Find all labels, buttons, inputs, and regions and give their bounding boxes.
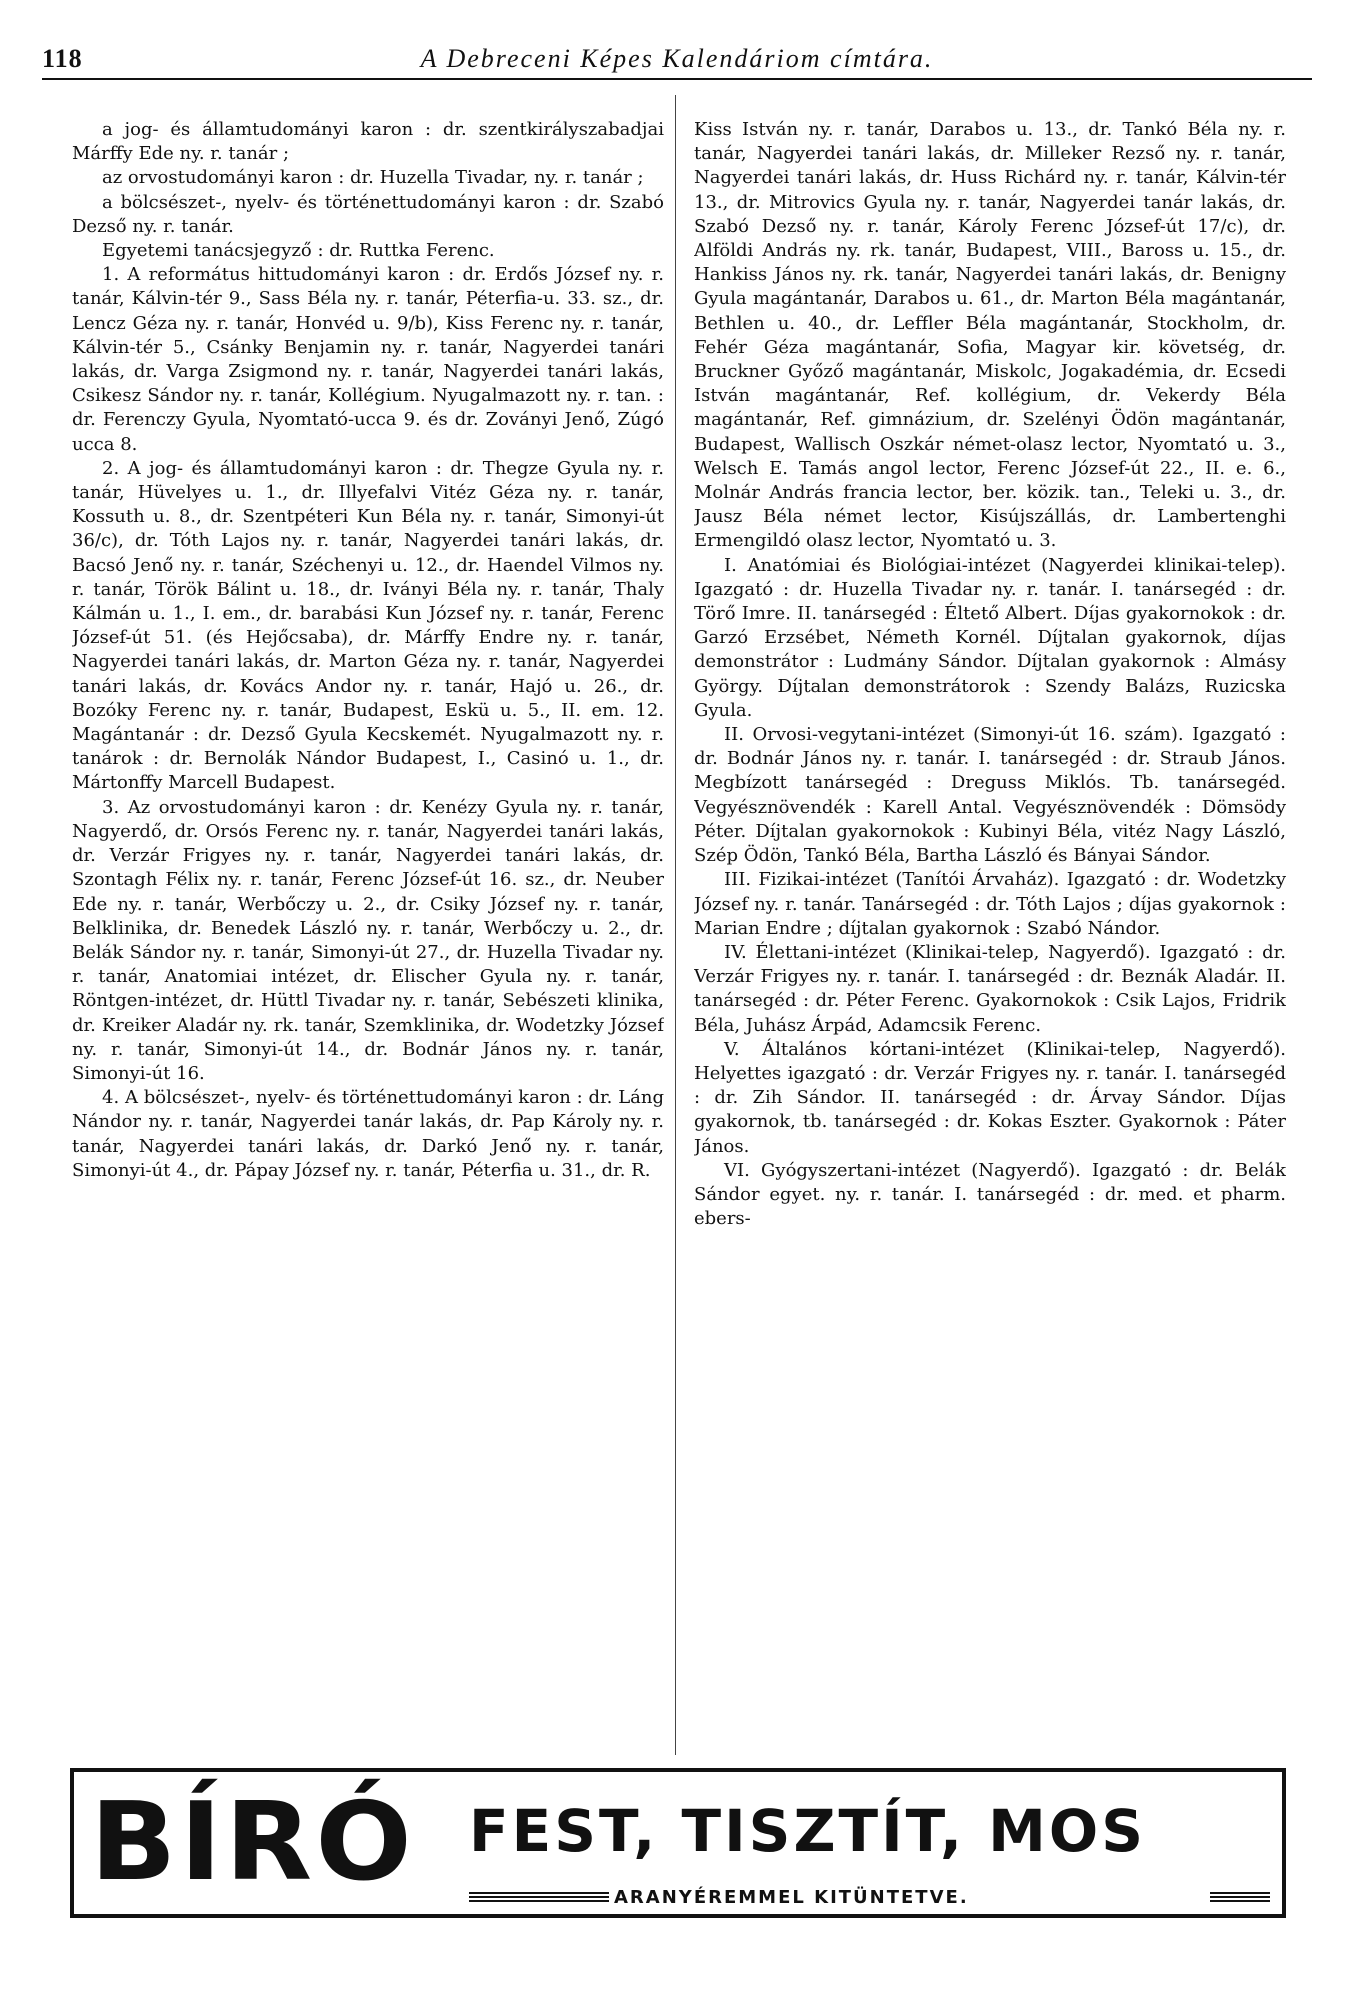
advertisement-box [70,1768,1286,1918]
ad-slogan: FEST, TISZTÍT, MOS [469,1797,1146,1865]
paragraph: 3. Az orvostudományi karon : dr. Kenézy Gyula ny. r. tanár, Nagyerdő, dr. Orsós Ferenc ny. r. tanár, Nagyerdei tanári lakás, dr. Verzár Frigyes ny. r. tanár, Nagyerdei tanári lakás, dr. Szontagh Félix ny. r. tanár, Ferenc József-út 16. sz., dr. Neuber Ede ny. r. tanár, Werbőczy u. 2., dr. Csiky József ny. r. tanár, Belklinika, dr. Benedek László ny. r. tanár, Werbőczy u. 2., dr. Belák Sándor ny. r. tanár, Simonyi-út 27., dr. Huzella Tivadar ny. r. tanár, Anatomiai intézet, dr. Elischer Gyula ny. r. tanár, Röntgen-intézet, dr. Hüttl Tivadar ny. r. tanár, Sebészeti klinika, dr. Kreiker Aladár ny. rk. tanár, Szemklinika, dr. Wodetzky József ny. r. tanár, Simonyi-út 14., dr. Bodnár János ny. r. tanár, Simonyi-út 16. [72,796,664,1084]
decorative-stripes [469,1892,609,1904]
running-head: A Debreceni Képes Kalendáriom címtára. [420,44,934,73]
right-column [694,118,1286,1748]
paragraph: III. Fizikai-intézet (Tanítói Árvaház). Igazgató : dr. Wodetzky József ny. r. tanár. Tanársegéd : dr. Tóth Lajos ; díjas gyakornok : Marian Endre ; díjtalan gyakornok : Szabó Nándor. [694,869,1286,939]
page-header [42,38,1312,80]
ad-award-text: ARANYÉREMMEL KITÜNTETVE. [614,1887,969,1908]
column-divider [675,95,676,1755]
paragraph: 1. A református hittudományi karon : dr. Erdős József ny. r. tanár, Kálvin-tér 9., Sass Béla ny. r. tanár, Péterfia-u. 33. sz., dr. Lencz Géza ny. r. tanár, Honvéd u. 9/b), Kiss Ferenc ny. r. tanár, Kálvin-tér 5., Csánky Benjamin ny. r. tanár, Nagyerdei tanári lakás, dr. Varga Zsigmond ny. r. tanár, Nagyerdei tanári lakás, Csikesz Sándor ny. r. tanár, Kollégium. Nyugalmazott ny. r. tan. : dr. Ferenczy Gyula, Nyomtató-ucca 9. és dr. Zoványi Jenő, Zúgó ucca 8. [72,264,664,455]
paragraph: 4. A bölcsészet-, nyelv- és történettudományi karon : dr. Láng Nándor ny. r. tanár, Nagyerdei tanár lakás, dr. Pap Károly ny. r. tanár, Nagyerdei tanári lakás, dr. Darkó Jenő ny. r. tanár, Simonyi-út 4., dr. Pápay József ny. r. tanár, Péterfia u. 31., dr. R. [72,1087,664,1181]
paragraph: II. Orvosi-vegytani-intézet (Simonyi-út 16. szám). Igazgató : dr. Bodnár János ny. r. tanár. I. tanársegéd : dr. Straub János. Megbízott tanársegéd : Dreguss Miklós. Tb. tanársegéd. Vegyésznövendék : Karell Antal. Vegyésznövendék : Dömsödy Péter. Díjtalan gyakornokok : Kubinyi Béla, vitéz Nagy László, Szép Ödön, Tankó Béla, Bartha László és Bányai Sándor. [694,724,1286,867]
ad-award-rule [469,1888,1270,1908]
paragraph: Egyetemi tanácsjegyző : dr. Ruttka Ferenc. [102,240,495,262]
paragraph: Kiss István ny. r. tanár, Darabos u. 13., dr. Tankó Béla ny. r. tanár, Nagyerdei tanári lakás, dr. Milleker Rezső ny. r. tanár, Nagyerdei tanári lakás, dr. Huss Richárd ny. r. tanár, Kálvin-tér 13., dr. Mitrovics Gyula ny. r. tanár, Nagyerdei tanár lakás, dr. Szabó Dezső ny. r. tanár, Károly Ferenc József-út 17/c), dr. Alföldi András ny. rk. tanár, Budapest, VIII., Baross u. 15., dr. Hankiss János ny. rk. tanár, Nagyerdei tanári lakás, dr. Benigny Gyula magántanár, Darabos u. 61., dr. Marton Béla magántanár, Bethlen u. 40., dr. Leffler Béla magántanár, Stockholm, dr. Fehér Géza magántanár, Sofia, Magyar kir. követség, dr. Bruckner Győző magántanár, Miskolc, Jogakadémia, dr. Ecsedi István magántanár, Ref. kollégium, dr. Vekerdy Béla magántanár, Ref. gimnázium, dr. Szelényi Ödön magántanár, Budapest, Wallisch Oszkár német-olasz lector, Nyomtató u. 3., Welsch E. Tamás angol lector, Ferenc József-út 22., II. e. 6., Molnár András francia lector, ber. közik. tan., Teleki u. 3., dr. Jausz Béla német lector, Kisújszállás, dr. Lambertenghi Ermengildó olasz lector, Nyomtató u. 3. [694,119,1286,552]
paragraph: IV. Élettani-intézet (Klinikai-telep, Nagyerdő). Igazgató : dr. Verzár Frigyes ny. r. tanár. I. tanársegéd : dr. Beznák Aladár. II. tanársegéd : dr. Péter Ferenc. Gyakornokok : Csik Lajos, Fridrik Béla, Juhász Árpád, Adamcsik Ferenc. [694,941,1286,1036]
paragraph: VI. Gyógyszertani-intézet (Nagyerdő). Igazgató : dr. Belák Sándor egyet. ny. r. tanár. I. tanársegéd : dr. med. et pharm. ebers- [694,1159,1286,1230]
paragraph: az orvostudományi karon : dr. Huzella Tivadar, ny. r. tanár ; [102,167,644,189]
paragraph: I. Anatómiai és Biológiai-intézet (Nagyerdei klinikai-telep). Igazgató : dr. Huzella Tivadar ny. r. tanár. I. tanársegéd : dr. Törő Imre. II. tanársegéd : Éltető Albert. Díjas gyakornokok : dr. Garzó Erzsébet, Németh Kornél. Díjtalan gyakornok, díjas demonstrátor : Ludmány Sándor. Díjtalan gyakornok : Almásy György. Díjtalan demonstrátorok : Szendy Balázs, Ruzicska Gyula. [694,554,1286,721]
left-column [72,118,664,1748]
paragraph: 2. A jog- és államtudományi karon : dr. Thegze Gyula ny. r. tanár, Hüvelyes u. 1., dr. Illyefalvi Vitéz Géza ny. r. tanár, Kossuth u. 8., dr. Szentpéteri Kun Béla ny. r. tanár, Simonyi-út 36/c), dr. Tóth Lajos ny. r. tanár, Nagyerdei tanári lakás, dr. Bacsó Jenő ny. r. tanár, Széchenyi u. 12., dr. Haendel Vilmos ny. r. tanár, Török Bálint u. 18., dr. Iványi Béla ny. r. tanár, Thaly Kálmán u. 1., I. em., dr. barabási Kun József ny. r. tanár, Ferenc József-út 51. (és Hejőcsaba), dr. Márffy Endre ny. r. tanár, Nagyerdei tanári lakás, dr. Marton Géza ny. r. tanár, Nagyerdei tanári lakás, dr. Kovács Andor ny. r. tanár, Hajó u. 26., dr. Bozóky Ferenc ny. r. tanár, Budapest, Eskü u. 5., II. em. 12. Magántanár : dr. Dezső Gyula Kecskemét. Nyugalmazott ny. r. tanárok : dr. Bernolák Nándor Budapest, I., Casinó u. 1., dr. Mártonffy Marcell Budapest. [72,457,664,794]
paragraph: a bölcsészet-, nyelv- és történettudományi karon : dr. Szabó Dezső ny. r. tanár. [72,191,664,237]
ad-brand-name: BÍRÓ [90,1780,415,1905]
paragraph: a jog- és államtudományi karon : dr. szentkirályszabadjai Márffy Ede ny. r. tanár ; [72,119,664,165]
paragraph: V. Általános kórtani-intézet (Klinikai-telep, Nagyerdő). Helyettes igazgató : dr. Verzár Frigyes ny. r. tanár. I. tanársegéd : dr. Zih Sándor. II. tanársegéd : dr. Árvay Sándor. Díjas gyakornok, tb. tanársegéd : dr. Kokas Eszter. Gyakornok : Páter János. [694,1038,1286,1157]
page-number: 118 [42,44,83,73]
decorative-stripes [1210,1892,1270,1904]
